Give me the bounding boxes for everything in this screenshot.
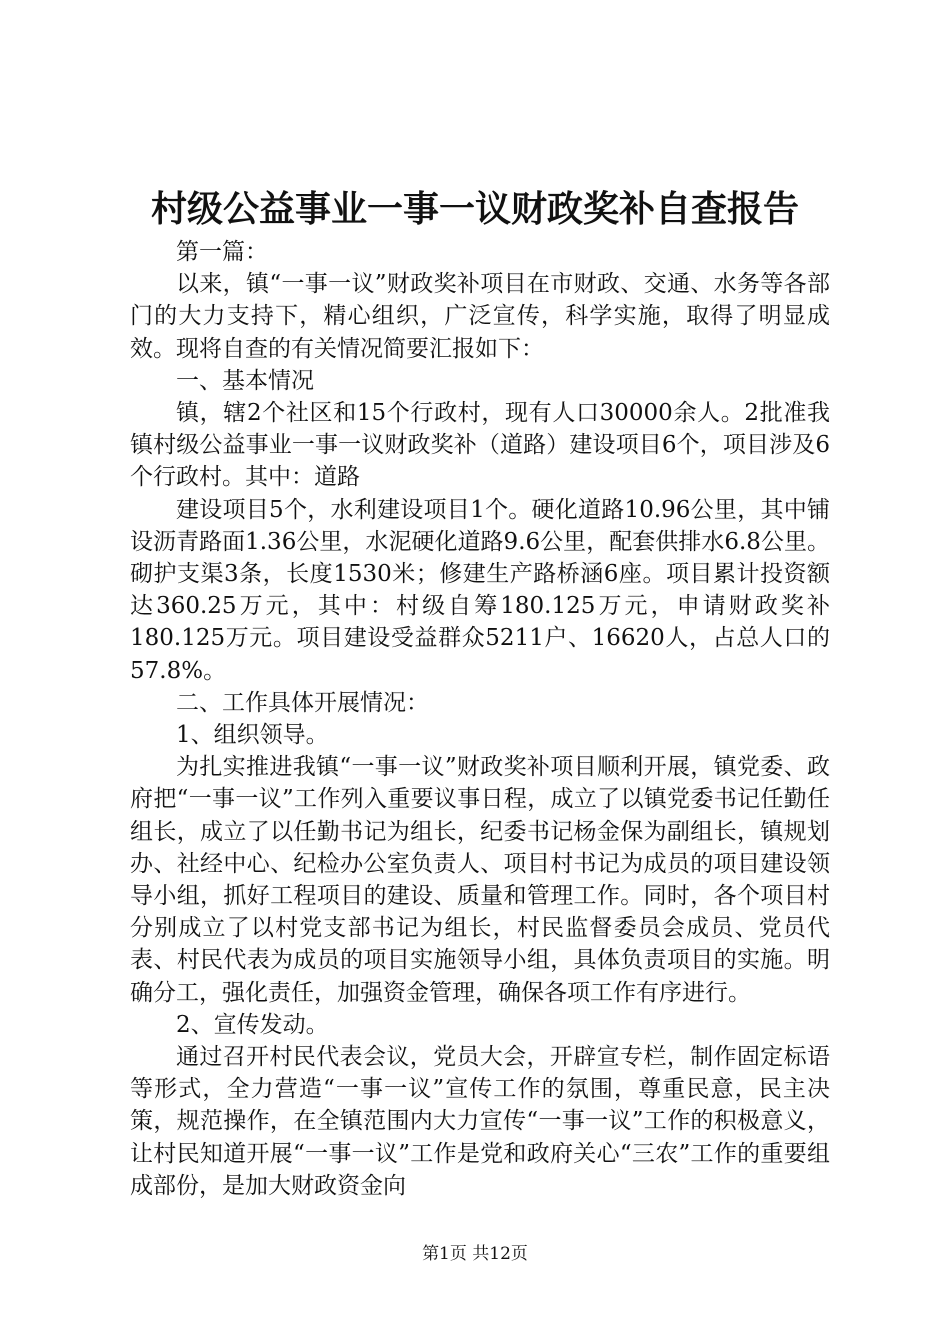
paragraph: 建设项目5个，水利建设项目1个。硬化道路10.96公里，其中铺设沥青路面1.36公里，水泥硬化道路9.6公里，配套供排水6.8公里。砌护支渠3条，长度1530米；修建生产路桥涵6座。项目累计投资额达360.25万元，其中：村级自筹180.125万元，申请财政奖补180.125万元。项目建设受益群众5211户、16620人，占总人口的57.8%。 [130, 496, 830, 684]
paragraph: 以来，镇“一事一议”财政奖补项目在市财政、交通、水务等各部门的大力支持下，精心组织，广泛宣传，科学实施，取得了明显成效。现将自查的有关情况简要汇报如下： [130, 271, 830, 362]
page-number: 第1页 共12页 [422, 1244, 528, 1264]
section-heading: 一、基本情况 [176, 367, 314, 394]
subsection-heading: 1、组织领导。 [176, 722, 329, 749]
document-body [130, 236, 830, 1202]
paragraph: 通过召开村民代表会议，党员大会，开辟宣专栏，制作固定标语等形式，全力营造“一事一议”宣传工作的氛围，尊重民意，民主决策，规范操作，在全镇范围内大力宣传“一事一议”工作的积极意义，让村民知道开展“一事一议”工作是党和政府关心“三农”工作的重要组成部份，是加大财政资金向 [130, 1044, 830, 1199]
section-label: 第一篇： [176, 239, 268, 265]
document-title: 村级公益事业一事一议财政奖补自查报告 [150, 188, 799, 230]
paragraph: 镇，辖2个社区和15个行政村，现有人口30000余人。2批准我镇村级公益事业一事一议财政奖补（道路）建设项目6个，项目涉及6个行政村。其中：道路 [130, 400, 830, 491]
paragraph: 为扎实推进我镇“一事一议”财政奖补项目顺利开展，镇党委、政府把“一事一议”工作列入重要议事日程，成立了以镇党委书记任勤任组长，成立了以任勤书记为组长，纪委书记杨金保为副组长，镇规划办、社经中心、纪检办公室负责人、项目村书记为成员的项目建设领导小组，抓好工程项目的建设、质量和管理工作。同时，各个项目村分别成立了以村党支部书记为组长，村民监督委员会成员、党员代表、村民代表为成员的项目实施领导小组，具体负责项目的实施。明确分工，强化责任，加强资金管理，确保各项工作有序进行。 [130, 754, 830, 1006]
subsection-heading: 2、宣传发动。 [176, 1011, 329, 1038]
section-heading: 二、工作具体开展情况： [176, 689, 429, 716]
